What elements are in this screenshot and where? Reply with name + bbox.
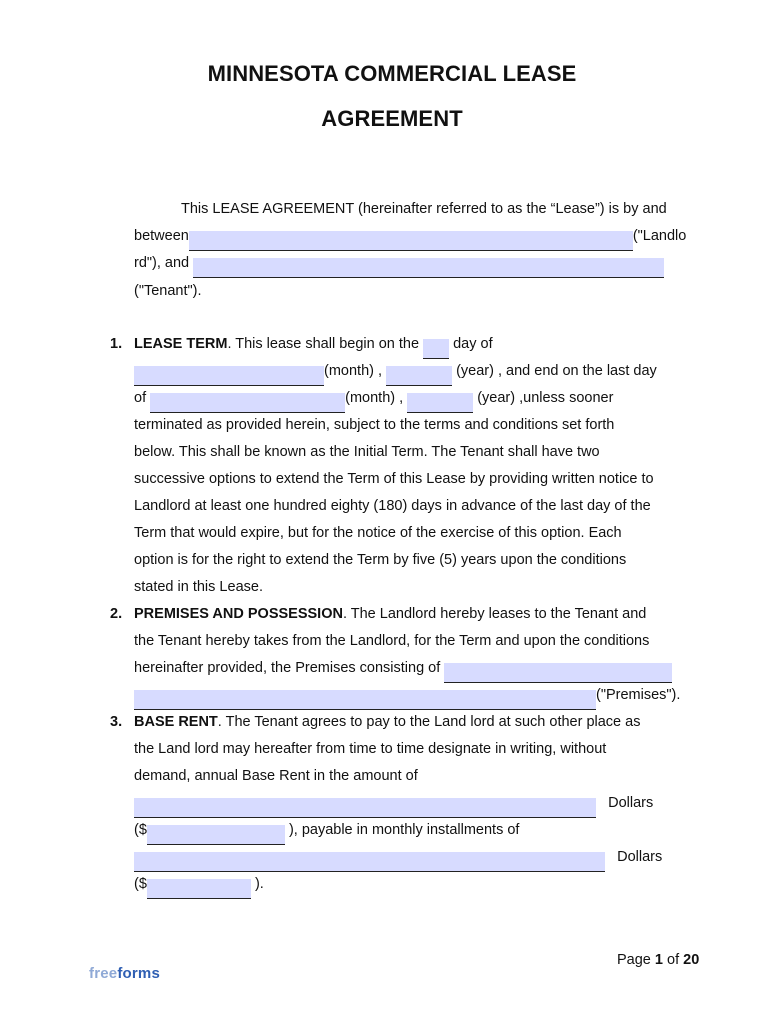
section-3-line-1 (134, 711, 640, 733)
section-1-line-2 (134, 360, 657, 382)
page-of-label: of (662, 952, 684, 968)
between-label: between (134, 228, 189, 244)
section-3-line-2: the Land lord may hereafter from time to time designate in writing, without (134, 741, 607, 757)
start-month-label: (month) , (324, 363, 383, 379)
premises-label: ("Premises"). (596, 687, 681, 703)
annual-rent-amount-field[interactable] (147, 825, 285, 845)
start-year-field[interactable] (386, 366, 452, 386)
dollar-paren-label-2: ($ (134, 876, 147, 892)
section-3-line-5 (134, 819, 519, 841)
section-1-heading: LEASE TERM (134, 336, 228, 352)
annual-rent-words-field[interactable] (134, 798, 596, 818)
page-current: 1 (654, 952, 663, 968)
section-1-line-8: Term that would expire, but for the notice of the exercise of this option. Each (134, 525, 622, 541)
close-paren-label: ). (254, 876, 264, 892)
section-3-line-7 (134, 873, 264, 895)
end-year-label: (year) ,unless sooner (477, 390, 614, 406)
section-1-line-5: below. This shall be known as the Initial Term. The Tenant shall have two (134, 444, 600, 460)
section-1-line-3 (134, 387, 613, 409)
section-2-line-3 (134, 657, 672, 679)
tenant-label: ("Tenant"). (134, 283, 202, 299)
section-1-line-9: option is for the right to extend the Term by five (5) years upon the conditions (134, 552, 627, 568)
start-month-field[interactable] (134, 366, 324, 386)
end-year-field[interactable] (407, 393, 473, 413)
premises-description-field[interactable] (444, 663, 672, 683)
premises-description-field-2[interactable] (134, 690, 596, 710)
rd-and-label: rd"), and (134, 255, 190, 271)
section-3-line-3: demand, annual Base Rent in the amount of (134, 768, 418, 784)
logo-forms-text: forms (117, 965, 161, 982)
section-3-text: . The Tenant agrees to pay to the Land lord at such other place as (217, 714, 641, 730)
page-total: 20 (683, 952, 700, 968)
intro-text: This LEASE AGREEMENT (hereinafter referred to as the “Lease”) is by and (181, 201, 667, 217)
section-1-number: 1. (110, 336, 123, 352)
section-3-line-6 (134, 846, 662, 868)
document-title-line-1: MINNESOTA COMMERCIAL LEASE (207, 61, 577, 86)
page-number (617, 949, 699, 971)
page-label: Page (617, 952, 655, 968)
intro-line-3 (134, 252, 664, 274)
document-title-line-2: AGREEMENT (321, 106, 463, 131)
of-label: of (134, 390, 147, 406)
landlord-name-field[interactable] (189, 231, 633, 251)
section-3-line-4 (134, 792, 653, 814)
freeforms-logo[interactable] (89, 965, 160, 982)
section-1-line-6: successive options to extend the Term of this Lease by providing written notice to (134, 471, 654, 487)
section-1-line-4: terminated as provided herein, subject to the terms and conditions set forth (134, 417, 615, 433)
section-1-line-10: stated in this Lease. (134, 579, 263, 595)
intro-line-4 (134, 280, 202, 302)
dollars-label-1: Dollars (608, 795, 654, 811)
section-2-heading: PREMISES AND POSSESSION (134, 606, 343, 622)
premises-consisting-label: hereinafter provided, the Premises consisting of (134, 660, 441, 676)
dollars-label-2: Dollars (617, 849, 663, 865)
section-2-line-1 (134, 603, 646, 625)
start-year-label: (year) , and end on the last day (456, 363, 657, 379)
section-1-line-1 (134, 333, 493, 355)
logo-free-text: free (89, 965, 118, 982)
section-3-number: 3. (110, 714, 123, 730)
tenant-name-field[interactable] (193, 258, 664, 278)
day-of-label: day of (453, 336, 493, 352)
section-2-text: . The Landlord hereby leases to the Tenant and (342, 606, 647, 622)
intro-line-1 (181, 198, 667, 220)
payable-monthly-label: ), payable in monthly installments of (288, 822, 520, 838)
intro-line-2 (134, 225, 686, 247)
section-1-text: . This lease shall begin on the (227, 336, 420, 352)
section-2-number: 2. (110, 606, 123, 622)
section-2-line-4 (134, 684, 680, 706)
end-month-label: (month) , (345, 390, 404, 406)
end-month-field[interactable] (150, 393, 345, 413)
monthly-rent-amount-field[interactable] (147, 879, 251, 899)
dollar-paren-label-1: ($ (134, 822, 147, 838)
section-2-line-2: the Tenant hereby takes from the Landlord, for the Term and upon the conditions (134, 633, 650, 649)
start-day-field[interactable] (423, 339, 449, 359)
monthly-rent-words-field[interactable] (134, 852, 605, 872)
landlord-label: ("Landlo (632, 228, 687, 244)
section-1-line-7: Landlord at least one hundred eighty (180) days in advance of the last day of the (134, 498, 651, 514)
section-3-heading: BASE RENT (134, 714, 218, 730)
